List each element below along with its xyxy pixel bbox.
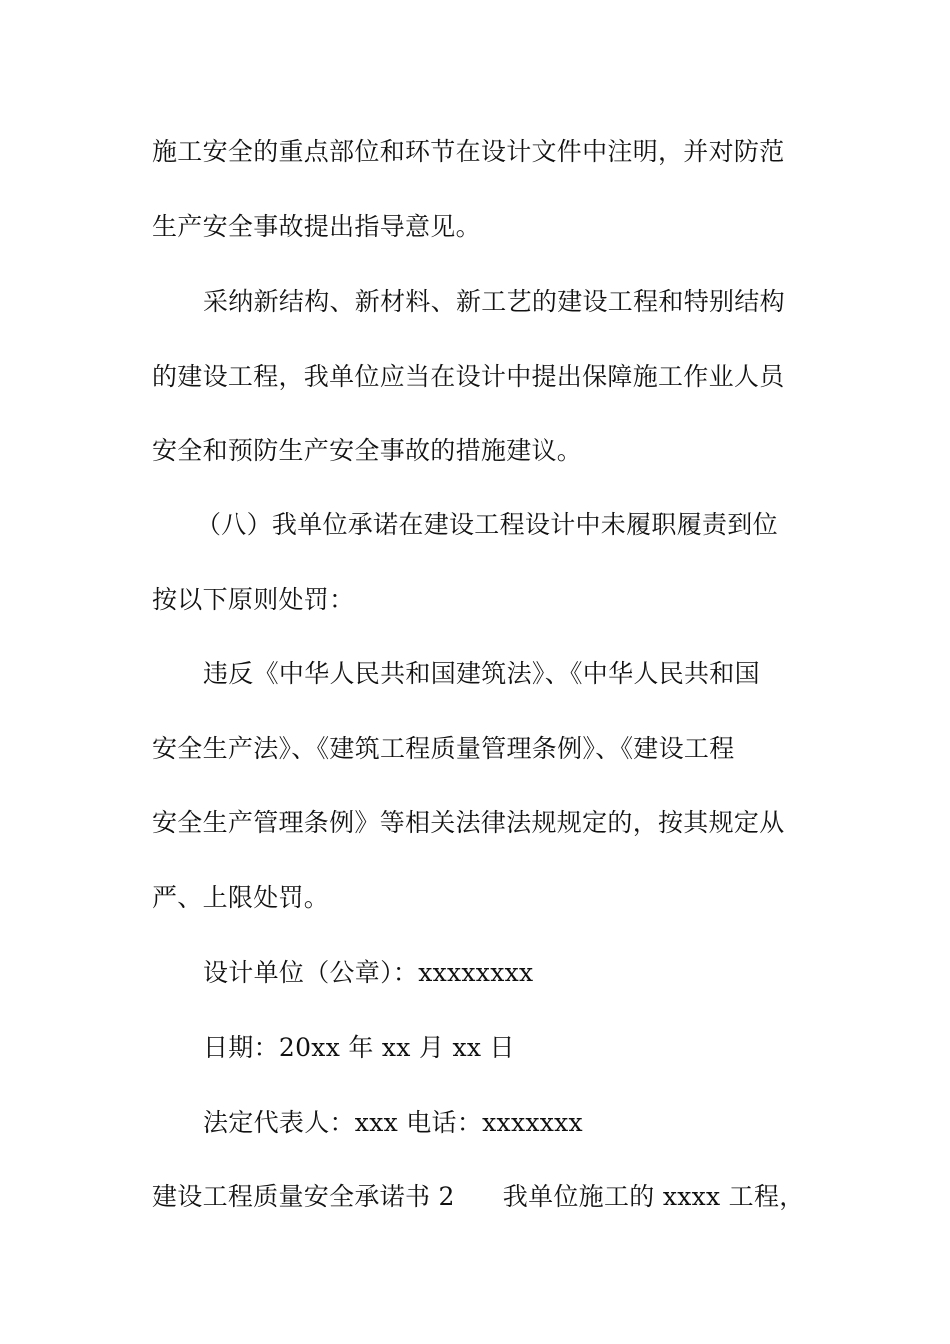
next-section-line [152, 1182, 805, 1212]
paragraph-4-line-3: 安全生产管理条例》等相关法律法规规定的，按其规定从 [152, 808, 785, 837]
paragraph-4-line-1: 违反《中华人民共和国建筑法》、《中华人民共和国 [203, 659, 760, 688]
paragraph-3-line-1: （八）我单位承诺在建设工程设计中未履职履责到位 [196, 510, 778, 539]
paragraph-2-line-1: 采纳新结构、新材料、新工艺的建设工程和特别结构 [203, 287, 785, 316]
paragraph-4-line-2: 安全生产法》、《建筑工程质量管理条例》、《建设工程 [152, 734, 735, 763]
representative-line: 法定代表人：xxx 电话：xxxxxxx [203, 1108, 583, 1137]
next-section-text: 我单位施工的 xxxx 工程， [502, 1182, 805, 1211]
paragraph-1-line-1: 施工安全的重点部位和环节在设计文件中注明，并对防范 [152, 137, 785, 166]
next-section-title: 建设工程质量安全承诺书 2 [152, 1182, 455, 1211]
paragraph-2-line-3: 安全和预防生产安全事故的措施建议。 [152, 436, 583, 465]
paragraph-1-line-2: 生产安全事故提出指导意见。 [152, 212, 481, 241]
paragraph-4-line-4: 严、上限处罚。 [152, 883, 330, 912]
date-line: 日期：20xx 年 xx 月 xx 日 [203, 1033, 515, 1062]
designer-signature-line: 设计单位（公章）：xxxxxxxx [203, 958, 534, 987]
paragraph-3-line-2: 按以下原则处罚： [152, 585, 355, 614]
paragraph-2-line-2: 的建设工程，我单位应当在设计中提出保障施工作业人员 [152, 362, 785, 391]
